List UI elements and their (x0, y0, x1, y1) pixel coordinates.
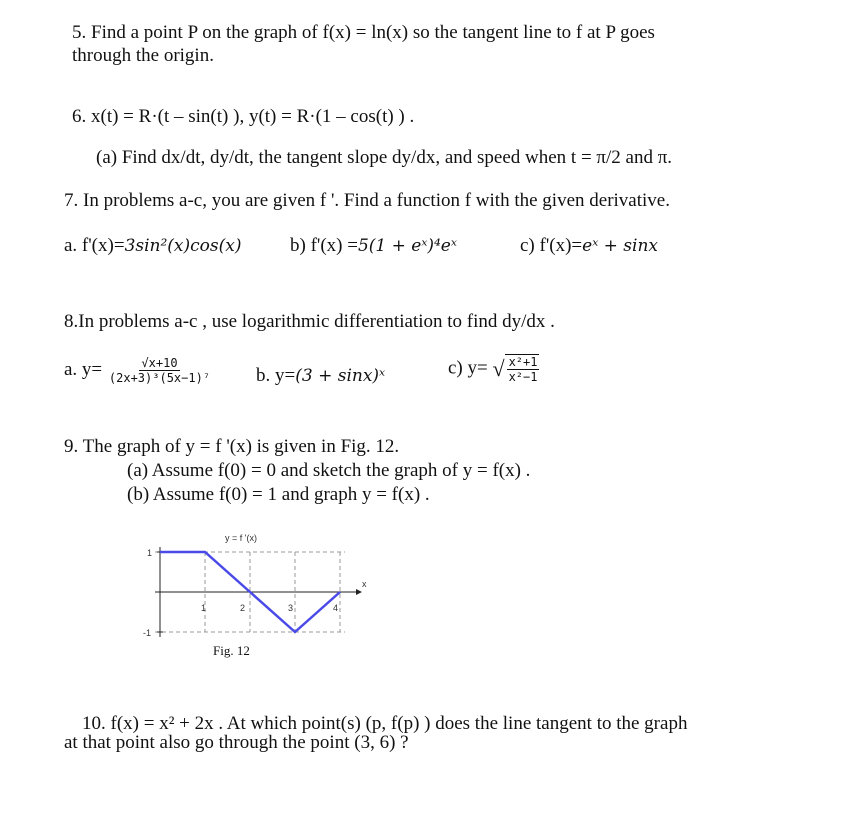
y-tick-label-1: 1 (147, 548, 153, 558)
problem-9-part-a: (a) Assume f(0) = 0 and sketch the graph of y = f(x) . (127, 460, 531, 481)
x-tick-label-4: 4 (333, 603, 339, 613)
problem-8-a-fraction (107, 356, 212, 385)
problem-7-b-label: b) f'(x) = (290, 235, 358, 256)
problem-10-line-2: at that point also go through the point (3, 6) ? (64, 732, 409, 753)
sqrt-icon: √ (492, 356, 505, 381)
x-tick-label-2: 2 (240, 603, 246, 613)
problem-7-part-c (520, 235, 658, 257)
problem-8-part-b (256, 365, 385, 387)
figure-12-graph (130, 525, 370, 665)
problem-7-c-expr: eˣ + sinx (582, 236, 658, 256)
problem-7-b-expr: 5(1 + eˣ)⁴eˣ (357, 236, 457, 256)
problem-9-statement: 9. The graph of y = f '(x) is given in Fig. 12. (64, 436, 400, 457)
x-axis-label: x (362, 579, 367, 589)
x-tick-label-1: 1 (201, 603, 207, 613)
problem-7-c-label: c) f'(x)= (520, 235, 583, 256)
problem-8-c-denominator: x²−1 (508, 370, 538, 384)
y-tick-label-neg1: -1 (143, 628, 152, 638)
problem-7-statement: 7. In problems a-c, you are given f '. Find a function f with the given derivative. (64, 190, 670, 211)
graph-title-label: y = f '(x) (225, 533, 257, 543)
problem-8-c-label: c) y= (448, 357, 488, 379)
problem-8-b-expr: (3 + sinx)ˣ (295, 366, 386, 386)
figure-caption: Fig. 12 (213, 643, 250, 658)
problem-7-part-a (64, 235, 242, 257)
problem-8-c-numerator: x²+1 (508, 355, 538, 369)
problem-8-statement: 8.In problems a-c , use logarithmic differentiation to find dy/dx . (64, 311, 555, 332)
x-axis-arrow-icon (356, 589, 362, 595)
problem-5-line-2: through the origin. (72, 45, 214, 66)
problem-8-part-c (448, 354, 539, 384)
problem-7-a-expr: 3sin²(x)cos(x) (124, 236, 242, 256)
problem-8-part-a (64, 356, 212, 385)
problem-8-b-label: b. y= (256, 365, 296, 386)
problem-6-statement: 6. x(t) = R·(t – sin(t) ), y(t) = R·(1 – cos(t) ) . (72, 106, 415, 127)
problem-8-c-fraction (505, 354, 540, 384)
x-tick-label-3: 3 (288, 603, 294, 613)
problem-5-line-1: 5. Find a point P on the graph of f(x) = ln(x) so the tangent line to f at P goes (72, 22, 655, 43)
problem-8-a-numerator: √x+10 (141, 356, 178, 370)
problem-9-part-b: (b) Assume f(0) = 1 and graph y = f(x) . (127, 484, 430, 505)
problem-8-a-label: a. y= (64, 358, 103, 380)
problem-10-line-1: 10. f(x) = x² + 2x . At which point(s) (p, f(p) ) does the line tangent to the graph (82, 713, 688, 734)
problem-7-part-b (290, 235, 457, 257)
problem-7-a-label: a. f'(x)= (64, 235, 125, 256)
problem-6-part-a: (a) Find dx/dt, dy/dt, the tangent slope dy/dx, and speed when t = π/2 and π. (96, 147, 673, 168)
problem-8-a-denominator: (2x+3)³(5x−1)⁷ (108, 371, 211, 385)
